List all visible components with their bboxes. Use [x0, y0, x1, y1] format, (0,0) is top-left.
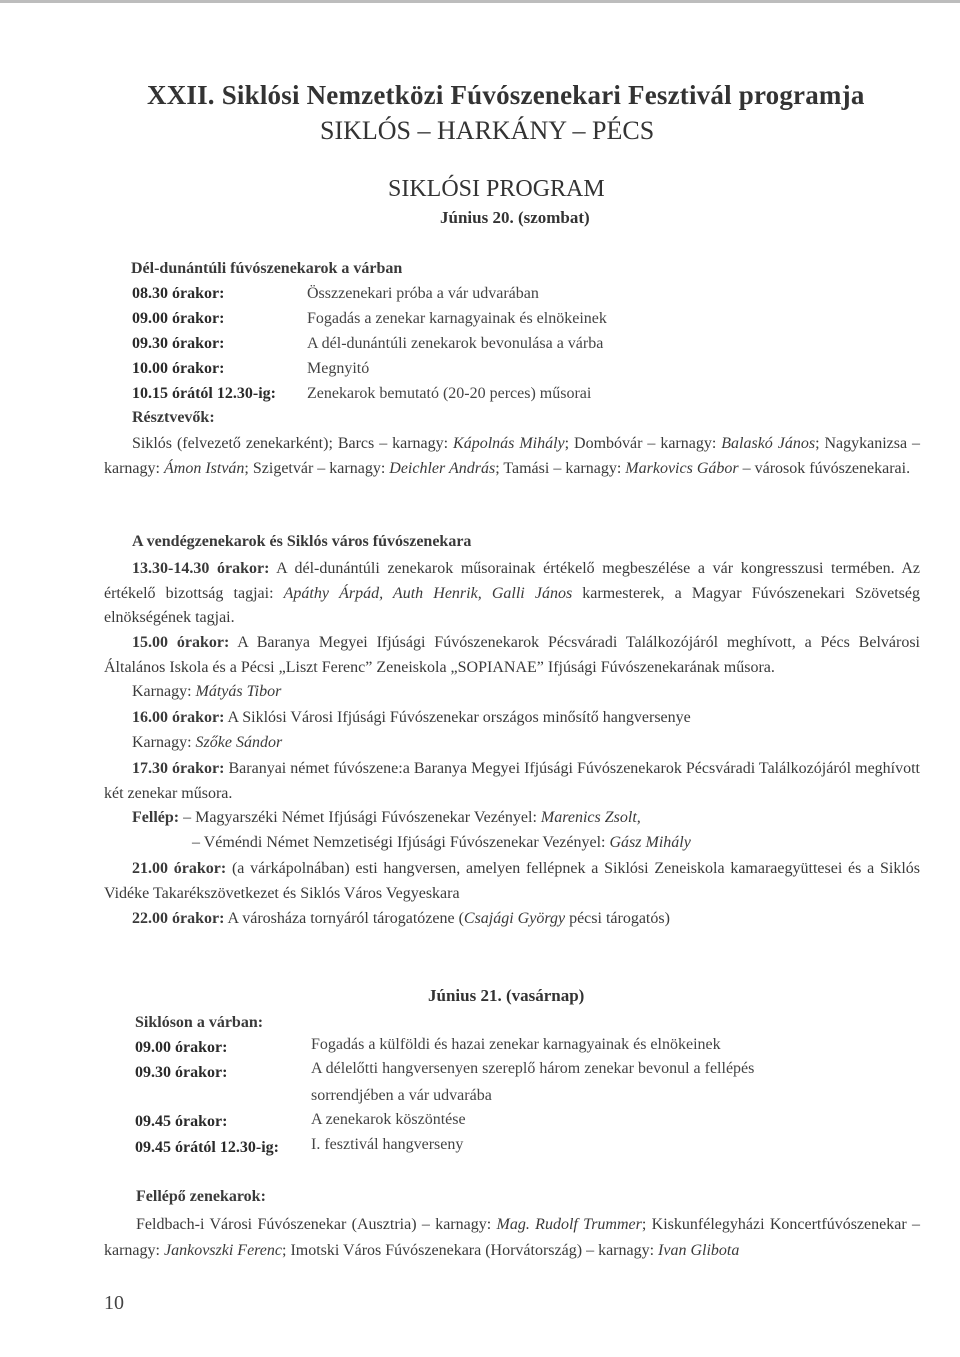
schedule-desc: A zenekarok köszöntése — [311, 1111, 466, 1128]
text: ; Kiskunfélegyházi Koncertfúvószenekar – karnagy: — [104, 1216, 921, 1259]
schedule-desc: A délelőtti hangversenyen szereplő három zenekar bevonul a fellépés — [311, 1060, 755, 1077]
schedule-time: 10.15 órától 12.30-ig: — [132, 385, 276, 402]
schedule-time: 09.30 órakor: — [135, 1064, 228, 1081]
schedule-desc-continued: sorrendjében a vár udvarába — [311, 1087, 492, 1104]
page-number: 10 — [104, 1292, 124, 1314]
performers-heading: Fellépő zenekarok: — [136, 1188, 266, 1205]
text: karmesterek, a Magyar Fúvószenekari Szövetség elnökségének tagjai. — [104, 584, 921, 626]
event-1600 — [104, 706, 920, 755]
text: Siklós (felvezető zenekarként); Barcs – karnagy: — [132, 435, 454, 452]
schedule-desc: Fogadás a zenekar karnagyainak és elnökeinek — [307, 310, 607, 327]
event-1330 — [104, 557, 920, 631]
event-time: 21.00 órakor: — [132, 860, 227, 877]
conductor-name: Marenics Zsolt, — [540, 809, 641, 826]
day2-section-heading: Siklóson a várban: — [135, 1014, 264, 1031]
top-border — [0, 0, 960, 3]
text: – Véméndi Német Nemzetiségi Ifjúsági Fúvószenekar Vezényel: — [192, 833, 610, 851]
text: Karnagy: — [132, 683, 196, 700]
schedule-time: 09.45 órakor: — [135, 1113, 228, 1130]
text: ; Imotski Város Fúvószenekara (Horvátország) – karnagy: — [282, 1242, 659, 1259]
schedule-desc: I. fesztivál hangverseny — [311, 1136, 464, 1153]
text: ; Nagykanizsa – karnagy: — [104, 435, 921, 477]
participants-label: Résztvevők: — [132, 409, 215, 426]
text: A dél-dunántúli zenekarok műsorainak értékelő megbeszélése a vár kongresszusi termében. Az értékelő bizottság tagjai: — [104, 560, 920, 602]
schedule-desc: Megnyitó — [307, 360, 370, 377]
day2-date: Június 21. (vasárnap) — [428, 986, 585, 1005]
schedule-desc: Zenekarok bemutató (20-20 perces) műsorai — [307, 385, 592, 402]
event-1730 — [104, 757, 920, 855]
document-subtitle: SIKLÓS – HARKÁNY – PÉCS — [320, 116, 655, 145]
day1-section-heading: Dél-dunántúli fúvószenekarok a várban — [131, 260, 403, 277]
performers-label: Fellép: — [132, 809, 180, 826]
text: ; Szigetvár – karnagy: — [244, 459, 390, 477]
text: Baranyai német fúvószene:a Baranya Megyei Ifjúsági Fúvószenekarok Pécsváradi Találkozójáról meghívott két zenekar műsora. — [104, 760, 921, 802]
event-2200 — [104, 907, 920, 932]
day1-date: Június 20. (szombat) — [440, 208, 590, 227]
text: ; Tamási – karnagy: — [495, 459, 626, 477]
conductor-name: Szőke Sándor — [195, 733, 283, 751]
conductor-name: Mátyás Tibor — [195, 683, 282, 700]
conductor-name: Ivan Glibota — [658, 1242, 740, 1259]
conductor-name: Kápolnás Mihály — [453, 435, 565, 452]
schedule-desc: A dél-dunántúli zenekarok bevonulása a várba — [307, 335, 604, 352]
schedule-time: 10.00 órakor: — [132, 360, 225, 377]
text: (a várkápolnában) esti hangversen, amelyen fellépnek a Siklósi Zeneiskola kamaraegyüttesei és a Siklós Vidéke Takarékszövetkezet és Siklós Város Vegyeskara — [104, 860, 920, 902]
guests-heading: A vendégzenekarok és Siklós város fúvószenekara — [132, 533, 472, 550]
text: – városok fúvószenekarai. — [738, 459, 911, 477]
event-time: 13.30-14.30 órakor: — [132, 560, 270, 577]
conductor-name: Mag. Rudolf Trummer — [496, 1216, 642, 1233]
program-heading: SIKLÓSI PROGRAM — [388, 176, 605, 202]
conductor-name: Gász Mihály — [609, 833, 691, 851]
text: A Baranya Megyei Ifjúsági Fúvószenekarok Pécsváradi Találkozójáról meghívott, a Pécs Belvárosi Általános Iskola és a Pécsi „Liszt Ferenc” Zeneiskola „SOPIANAE” Ifjúsági Fúvószenekarának műsora. — [104, 634, 920, 676]
event-time: 15.00 órakor: — [132, 634, 230, 651]
performer-name: Csajági György — [463, 910, 566, 927]
text: A Siklósi Városi Ifjúsági Fúvószenekar országos minősítő hangversenye — [224, 709, 691, 726]
schedule-time: 09.30 órakor: — [132, 335, 225, 352]
text: Feldbach-i Városi Fúvószenekar (Ausztria) – karnagy: — [136, 1216, 497, 1233]
text: A városháza tornyáról tárogatózene ( — [224, 910, 464, 927]
schedule-desc: Fogadás a külföldi és hazai zenekar karnagyainak és elnökeinek — [311, 1036, 721, 1053]
event-2100 — [104, 857, 920, 906]
text: ; Dombóvár – karnagy: — [564, 435, 722, 452]
conductor-name: Jankovszki Ferenc — [163, 1242, 282, 1259]
committee-names: Apáthy Árpád, Auth Henrik, Galli János — [283, 584, 573, 602]
schedule-time: 09.00 órakor: — [135, 1039, 228, 1056]
schedule-time: 09.00 órakor: — [132, 310, 225, 327]
document-title: XXII. Siklósi Nemzetközi Fúvószenekari Fesztivál programja — [147, 80, 865, 110]
schedule-desc: Összzenekari próba a vár udvarában — [307, 285, 539, 302]
conductor-name: Deichler András — [389, 459, 496, 477]
event-time: 22.00 órakor: — [132, 910, 225, 927]
conductor-name: Ámon István — [163, 459, 245, 477]
event-1500 — [104, 631, 920, 705]
schedule-time: 08.30 órakor: — [132, 285, 225, 302]
conductor-name: Balaskó János — [721, 435, 816, 452]
text: pécsi tárogatós) — [565, 910, 670, 927]
text: Karnagy: — [132, 733, 196, 751]
performers-paragraph — [104, 1212, 920, 1264]
text: – Magyarszéki Német Ifjúsági Fúvószenekar Vezényel: — [179, 809, 541, 826]
schedule-time: 09.45 órától 12.30-ig: — [135, 1139, 279, 1156]
event-time: 16.00 órakor: — [132, 709, 225, 726]
conductor-name: Markovics Gábor — [625, 459, 739, 477]
participants-paragraph — [104, 432, 920, 481]
event-time: 17.30 órakor: — [132, 760, 225, 777]
